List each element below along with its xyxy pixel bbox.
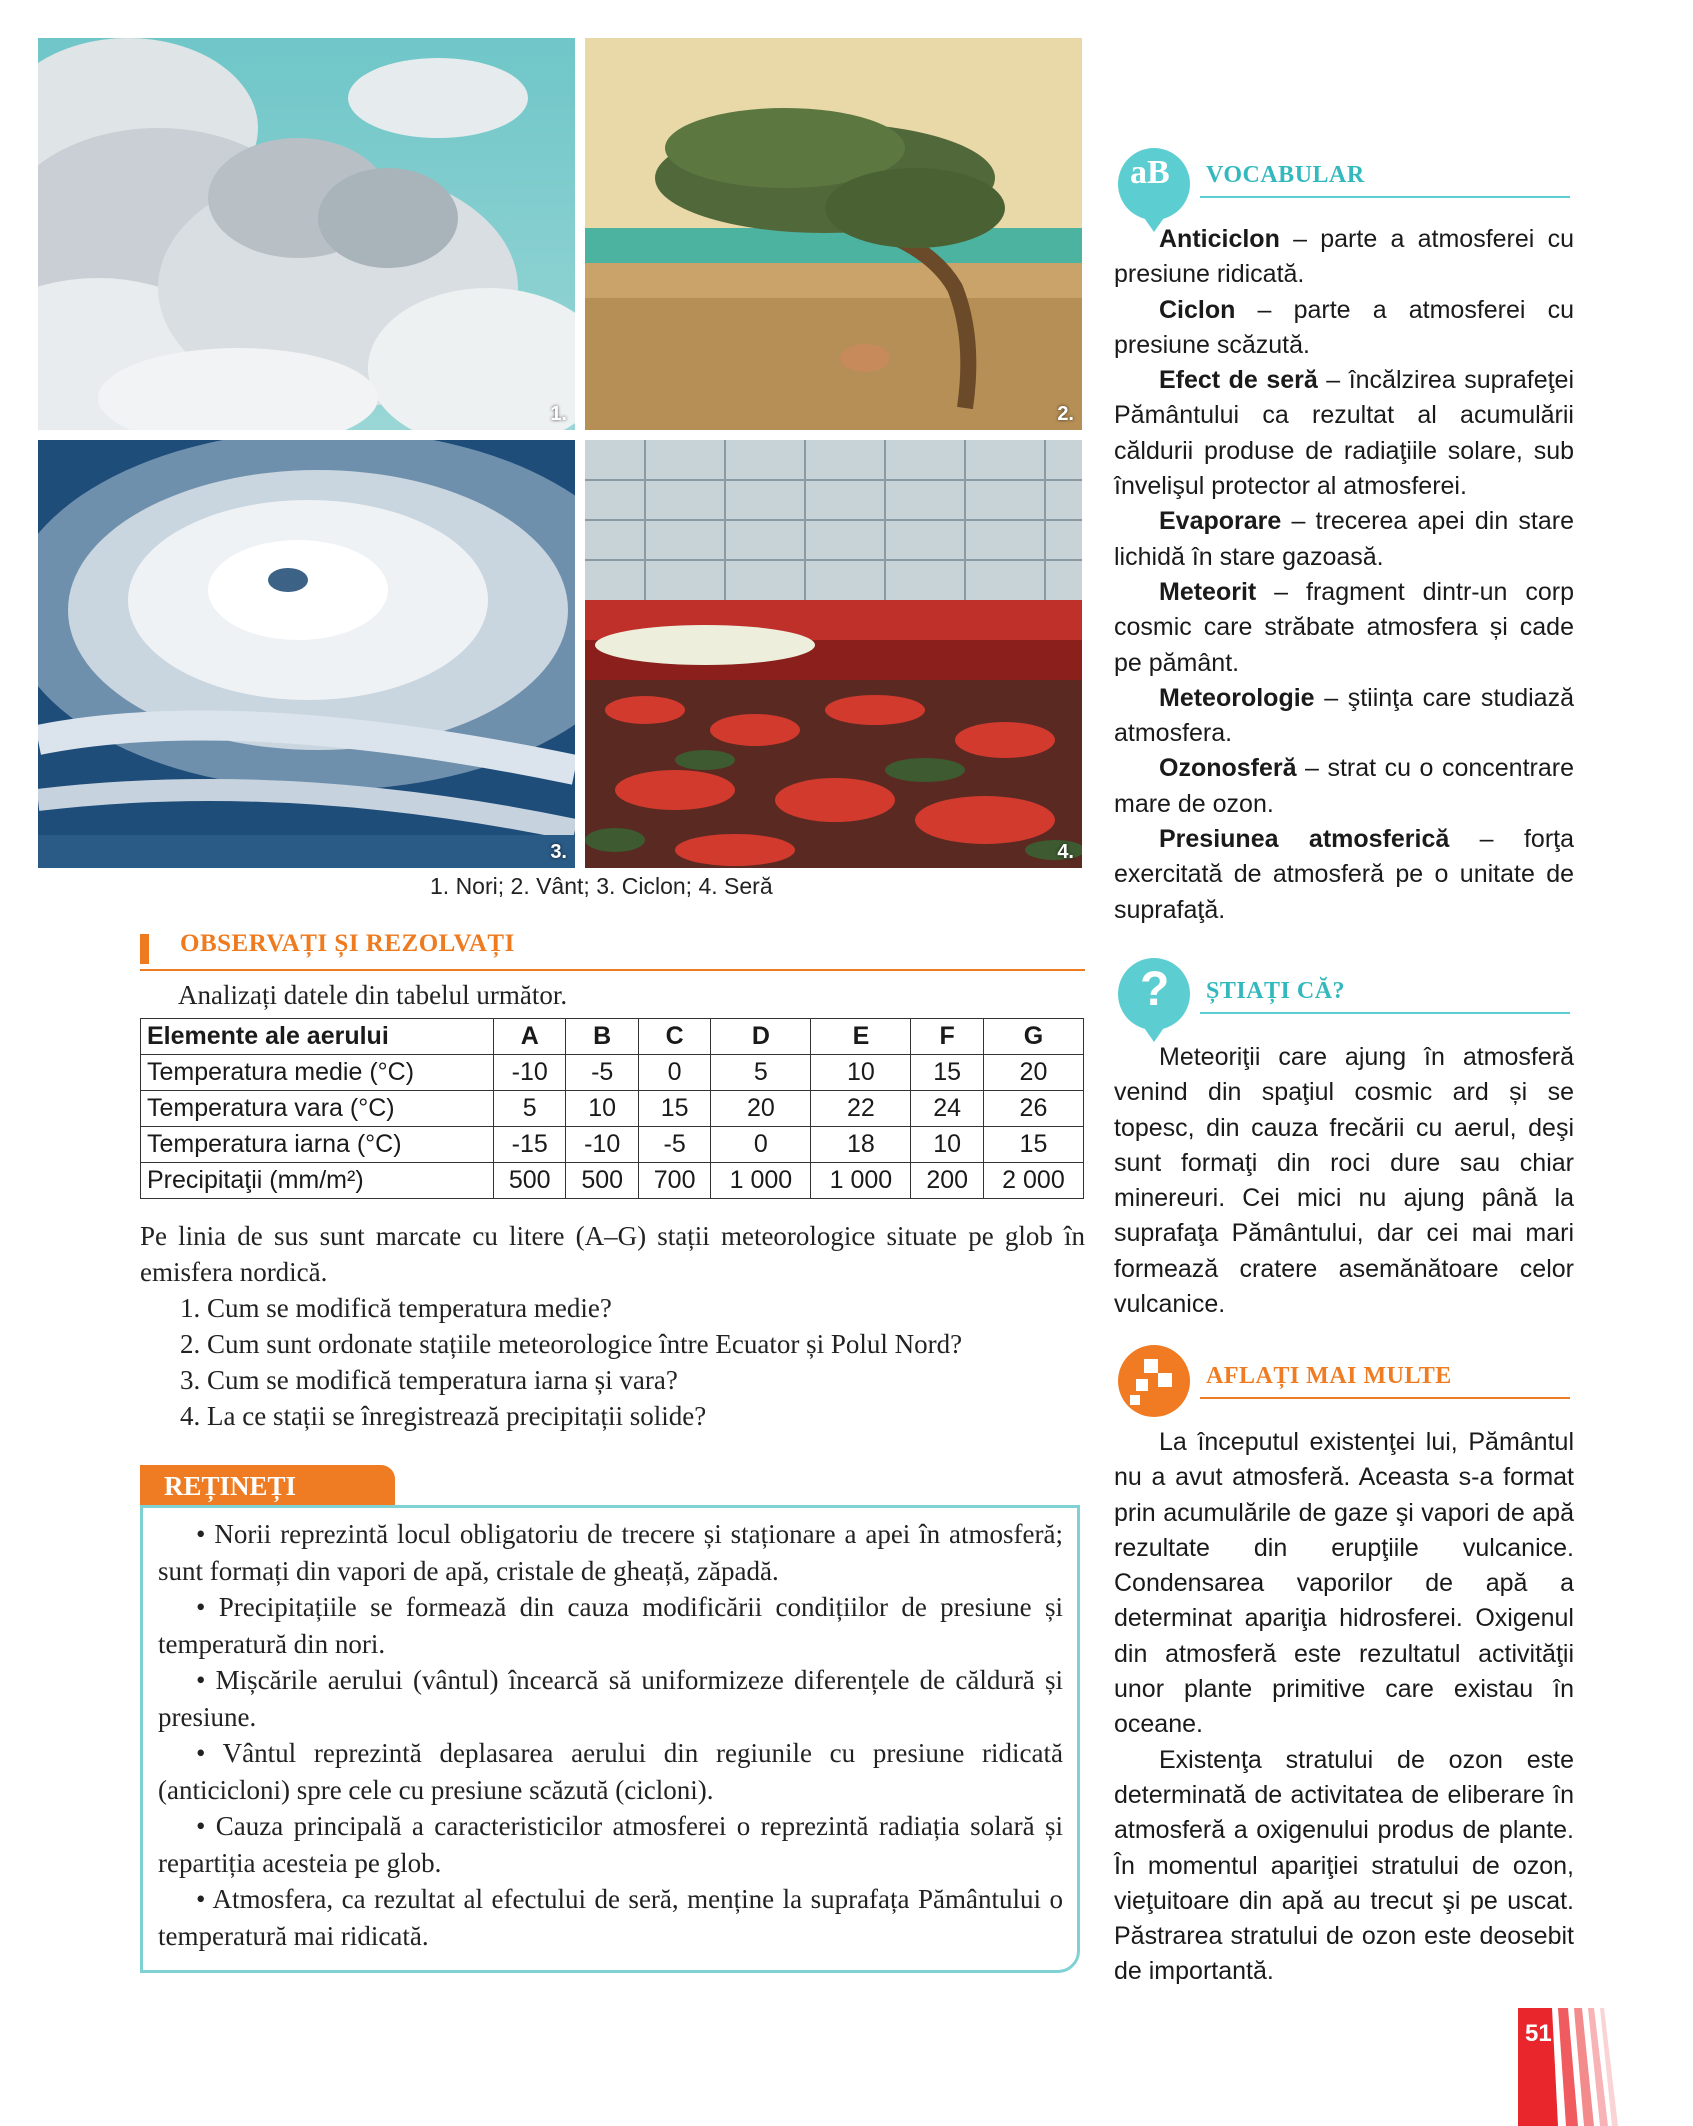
table-cell: -5 — [638, 1127, 710, 1163]
vocabulary-definition: – ştiinţa care studiază atmosfera. — [1114, 683, 1574, 748]
retineti-item: • Norii reprezintă locul obligatoriu de trecere și staționare a apei în atmosferă; sunt formați din vapori de apă, cristale de gheață, zăpadă. — [158, 1519, 1063, 1586]
table-cell: 15 — [638, 1091, 710, 1127]
table-cell: Temperatura medie (°C) — [141, 1055, 494, 1091]
table-cell: 10 — [566, 1091, 638, 1127]
table-cell: 500 — [494, 1163, 566, 1199]
table-cell: 1 000 — [711, 1163, 811, 1199]
vocabulary-term: Presiunea atmosferică — [1159, 825, 1450, 854]
vocabulary-icon — [1118, 148, 1190, 220]
badge-tip — [1140, 1022, 1168, 1042]
vocabulary-definition: – parte a atmosferei cu presiune ridicată. — [1114, 225, 1574, 289]
table-cell: 5 — [711, 1055, 811, 1091]
vocabulary-entry — [1114, 222, 1574, 293]
table-cell: 2 000 — [983, 1163, 1083, 1199]
observati-intro: Analizați datele din tabelul următor. — [178, 980, 568, 1010]
cyclone-photo — [38, 440, 575, 868]
table-cell: 500 — [566, 1163, 638, 1199]
retineti-content — [158, 1516, 1063, 1954]
table-cell: -10 — [494, 1055, 566, 1091]
vocabulary-entry — [1114, 751, 1574, 822]
table-cell: 24 — [911, 1091, 983, 1127]
vocabulary-definition: – fragment dintr-un corp cosmic care străbate atmosfera și cade pe pământ. — [1114, 577, 1574, 677]
vocabulary-term: Meteorit — [1159, 577, 1257, 606]
vocabulary-term: Evaporare — [1159, 507, 1282, 536]
table-cell: 26 — [983, 1091, 1083, 1127]
table-cell: Temperatura vara (°C) — [141, 1091, 494, 1127]
wind-tree-photo — [585, 38, 1082, 430]
table-header-cell: C — [638, 1019, 710, 1055]
question-item: 1. Cum se modifică temperatura medie? — [180, 1293, 612, 1323]
questions-list — [180, 1290, 1100, 1434]
question-icon — [1118, 958, 1190, 1030]
vocabulary-definition: – parte a atmosferei cu presiune scăzută. — [1114, 295, 1574, 359]
vocabulary-definition: – strat cu o concentrare mare de ozon. — [1114, 754, 1574, 818]
question-item: 2. Cum sunt ordonate stațiile meteorologice între Ecuator și Polul Nord? — [180, 1329, 963, 1359]
table-header-cell: D — [711, 1019, 811, 1055]
retineti-tab — [140, 1465, 395, 1505]
vocabulary-entry — [1114, 822, 1574, 928]
table-cell: Temperatura iarna (°C) — [141, 1127, 494, 1163]
stiati-title: ȘTIAȚI CĂ? — [1206, 978, 1346, 1004]
vocabulary-term: Meteorologie — [1159, 683, 1315, 712]
table-header-cell: B — [566, 1019, 638, 1055]
table-header-cell: Elemente ale aerului — [141, 1019, 494, 1055]
table-header-cell: A — [494, 1019, 566, 1055]
table-cell: 0 — [711, 1127, 811, 1163]
table-cell: 0 — [638, 1055, 710, 1091]
vocabulary-entry — [1114, 363, 1574, 504]
table-row — [141, 1055, 1084, 1091]
table-cell: 15 — [911, 1055, 983, 1091]
table-row — [141, 1091, 1084, 1127]
table-header-cell: G — [983, 1019, 1083, 1055]
aflati-content — [1114, 1425, 1574, 1990]
retineti-title: REȚINEȚI — [164, 1471, 297, 1501]
retineti-item: • Mișcările aerului (vântul) încearcă să uniformizeze diferențele de căldură și presiune. — [158, 1665, 1063, 1732]
section-divider — [1200, 1012, 1570, 1014]
aflati-paragraph: La începutul existenţei lui, Pământul nu a avut atmosferă. Aceasta s-a format prin acumulările de gaze şi vapori de apă rezultate din erupţiile vulcanice. Condensarea vaporilor de apă a determinat apariţia hidrosferei. Oxigenul din atmosferă este rezultatul activităţii unor plante primitive care existau în oceane. — [1114, 1428, 1574, 1739]
retineti-item: • Precipitațiile se formează din cauza modificării condițiilor de presiune și temperatură din nori. — [158, 1592, 1063, 1659]
table-cell: 20 — [711, 1091, 811, 1127]
puzzle-icon — [1118, 1345, 1190, 1417]
vocabulary-badge-text: aB — [1130, 154, 1170, 191]
vocabulary-list — [1114, 222, 1574, 928]
vocabular-title: VOCABULAR — [1206, 162, 1365, 188]
table-header-cell: E — [811, 1019, 911, 1055]
question-badge-text: ? — [1140, 963, 1170, 1016]
section-divider — [140, 969, 1085, 971]
vocabulary-term: Anticiclon — [1159, 225, 1280, 253]
table-cell: 200 — [911, 1163, 983, 1199]
vocabulary-definition: – forţa exercitată de atmosferă pe o unitate de suprafaţă. — [1114, 825, 1575, 924]
photo-number: 1. — [550, 403, 567, 425]
observati-title: OBSERVAȚI ȘI REZOLVAȚI — [180, 930, 515, 957]
retineti-item: • Cauza principală a caracteristicilor atmosferei o reprezintă radiația solară și repartiția acesteia pe glob. — [158, 1811, 1063, 1878]
vocabulary-definition: – trecerea apei din stare lichidă în stare gazoasă. — [1114, 507, 1574, 571]
vocabulary-definition: – încălzirea suprafeţei Pământului ca rezultat al acumulării căldurii produse de radiaţiile solare, sub învelişul protector al atmosferei. — [1114, 366, 1575, 501]
table-cell: 20 — [983, 1055, 1083, 1091]
table-cell: -15 — [494, 1127, 566, 1163]
stations-description: Pe linia de sus sunt marcate cu litere (A–G) stații meteorologice situate pe glob în emisfera nordică. — [140, 1221, 1085, 1287]
table-cell: 1 000 — [811, 1163, 911, 1199]
question-item: 3. Cum se modifică temperatura iarna și vara? — [180, 1365, 678, 1395]
table-cell: -5 — [566, 1055, 638, 1091]
vocabulary-entry — [1114, 504, 1574, 575]
aflati-paragraph: Existenţa stratului de ozon este determinată de activitatea de eliberare în atmosferă a oxigenului produs de plante. În momentul apariţiei stratului de ozon, vieţuitoare din apă au trecut şi pe uscat. Păstrarea stratului de ozon este deosebit de importantă. — [1114, 1745, 1574, 1986]
section-divider — [1200, 196, 1570, 198]
vocabulary-entry — [1114, 293, 1574, 364]
photos-caption: 1. Nori; 2. Vânt; 3. Ciclon; 4. Seră — [430, 873, 773, 899]
table-cell: 15 — [983, 1127, 1083, 1163]
table-row — [141, 1127, 1084, 1163]
table-cell: 10 — [911, 1127, 983, 1163]
stiati-content — [1114, 1040, 1574, 1322]
table-cell: 18 — [811, 1127, 911, 1163]
stiati-paragraph: Meteoriţii care ajung în atmosferă venind din spaţiul cosmic ard și se topesc, din cauza frecării cu aerul, deşi sunt formaţi din roci dure sau chiar minereuri. Cei mici nu ajung până la suprafaţa Pământului, dar cei mai mari formează cratere asemănătoare celor vulcanice. — [1114, 1043, 1574, 1319]
table-header-row — [141, 1019, 1084, 1055]
table-cell: 22 — [811, 1091, 911, 1127]
vocabulary-term: Ozonosferă — [1159, 754, 1297, 783]
photo-number: 4. — [1057, 841, 1074, 863]
table-cell: -10 — [566, 1127, 638, 1163]
retineti-item: • Atmosfera, ca rezultat al efectului de seră, menține la suprafața Pământului o temperatură mai ridicată. — [158, 1884, 1063, 1951]
vocabulary-entry — [1114, 575, 1574, 681]
aflati-title: AFLAȚI MAI MULTE — [1206, 1363, 1452, 1389]
page-number: 51 — [1525, 2020, 1552, 2047]
table-cell: 700 — [638, 1163, 710, 1199]
retineti-item: • Vântul reprezintă deplasarea aerului din regiunile cu presiune ridicată (anticicloni) spre cele cu presiune scăzută (cicloni). — [158, 1738, 1063, 1805]
puzzle-icon-glyph — [1118, 1345, 1190, 1417]
table-cell: 5 — [494, 1091, 566, 1127]
weather-stations-table — [140, 1018, 1084, 1199]
vocabulary-term: Efect de seră — [1159, 366, 1318, 395]
greenhouse-photo — [585, 440, 1082, 868]
table-header-cell: F — [911, 1019, 983, 1055]
table-row — [141, 1163, 1084, 1199]
clouds-photo — [38, 38, 575, 430]
photo-number: 3. — [550, 841, 567, 863]
table-cell: 10 — [811, 1055, 911, 1091]
photo-number: 2. — [1057, 403, 1074, 425]
section-divider — [1200, 1397, 1570, 1399]
vocabulary-term: Ciclon — [1159, 295, 1236, 324]
section-marker — [140, 934, 149, 964]
table-cell: Precipitaţii (mm/m²) — [141, 1163, 494, 1199]
vocabulary-entry — [1114, 681, 1574, 752]
question-item: 4. La ce stații se înregistrează precipitații solide? — [180, 1401, 707, 1431]
